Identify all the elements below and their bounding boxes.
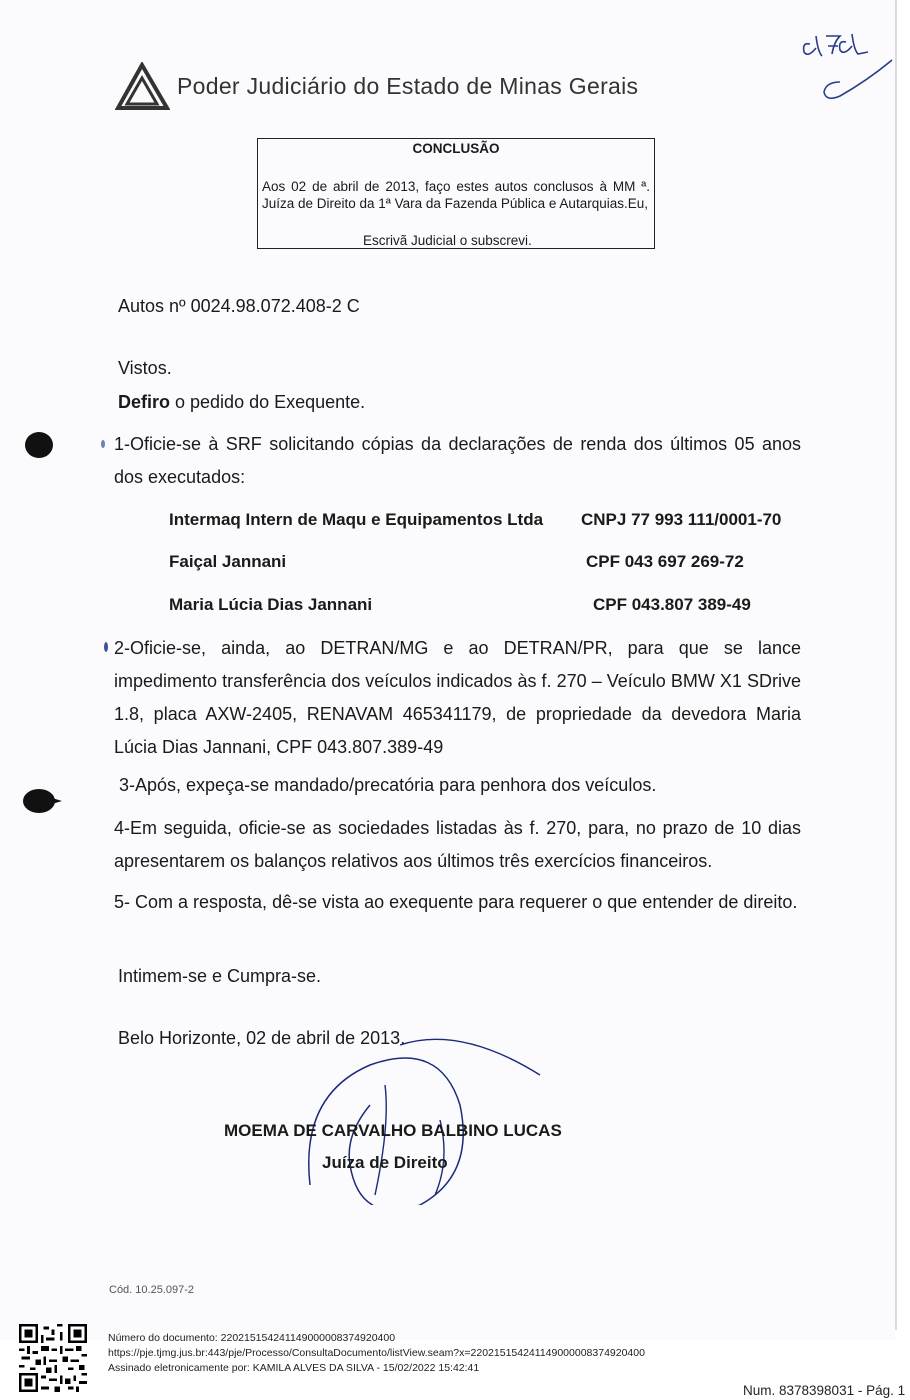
footer-signed-by: Assinado eletronicamente por: KAMILA ALVES DA SILVA - 15/02/2022 15:42:41 [108, 1362, 480, 1374]
vistos-text: Vistos. [118, 358, 172, 378]
place-date: Belo Horizonte, 02 de abril de 2013. [118, 1028, 406, 1048]
party-1-name: Intermaq Intern de Maqu e Equipamentos Ltda [169, 510, 544, 529]
party-2-doc: CPF 043 697 269-72 [586, 552, 744, 571]
qr-code-icon [19, 1324, 87, 1392]
institution-title: Poder Judiciário do Estado de Minas Gerais [177, 73, 639, 99]
pencil-tick-2 [102, 640, 110, 654]
item-5-text: 5- Com a resposta, dê-se vista ao exequente para requerer o que entender de direito. [114, 892, 798, 912]
conclusao-title: CONCLUSÃO [412, 141, 500, 156]
footer-doc-number: Número do documento: 22021515424114900000837492040​0 [108, 1332, 396, 1344]
footer-url[interactable]: https://pje.tjmg.jus.br:443/pje/Processo/ConsultaDocumento/listView.seam?x=22021515424114900000837492040​0 [108, 1347, 645, 1359]
signer-name: MOEMA DE CARVALHO BALBINO LUCAS [224, 1121, 562, 1140]
punch-hole-mark-top [22, 428, 56, 462]
item-3-text: 3-Após, expeça-se mandado/precatória para penhora dos veículos. [119, 775, 657, 795]
conclusao-sign-line: Escrivã Judicial o subscrevi. [363, 233, 532, 248]
conclusao-text: Aos 02 de abril de 2013, faço estes autos conclusos à MM ª. Juíza de Direito da 1ª Vara da Fazenda Pública e Autarquias.Eu, [262, 179, 650, 211]
page-number: Num. 8378398031 - Pág. 1 [743, 1383, 906, 1398]
party-1-doc: CNPJ 77 993 111/0001-70 [581, 510, 782, 529]
decision-line [118, 392, 365, 413]
page-edge [895, 0, 897, 1330]
form-code: Cód. 10.25.097-2 [109, 1284, 195, 1296]
case-number: Autos nº 0024.98.072.408-2 C [118, 296, 360, 316]
party-3-doc: CPF 043.807 389-49 [593, 595, 751, 614]
signer-role: Juíza de Direito [322, 1153, 448, 1172]
footer-metadata [108, 1331, 645, 1376]
conclusao-box [257, 138, 655, 249]
punch-hole-mark-bottom [18, 784, 64, 818]
pencil-tick-1 [99, 438, 107, 450]
item-2-text: 2-Oficie-se, ainda, ao DETRAN/MG e ao DETRAN/PR, para que se lance impedimento transferência dos veículos indicados às f. 270 – Veículo BMW X1 SDrive 1.8, placa AXW-2405, RENAVAM 465341179, de propriedade da devedora Maria Lúcia Dias Jannani, CPF 043.807.389-49 [114, 638, 801, 757]
item-1-text: 1-Oficie-se à SRF solicitando cópias da declarações de renda dos últimos 05 anos dos executados: [114, 434, 801, 487]
decision-keyword: Defiro [118, 392, 171, 412]
handwritten-signature [290, 1025, 550, 1205]
party-2-name: Faiçal Jannani [169, 552, 287, 571]
decision-rest: o pedido do Exequente. [170, 392, 366, 412]
handwritten-page-number [800, 22, 900, 102]
closing-text: Intimem-se e Cumpra-se. [118, 966, 322, 986]
party-3-name: Maria Lúcia Dias Jannani [169, 595, 373, 614]
item-4-text: 4-Em seguida, oficie-se as sociedades listadas às f. 270, para, no prazo de 10 dias apresentarem os balanços relativos aos últimos três exercícios financeiros. [114, 818, 801, 871]
tjmg-logo-icon [115, 62, 170, 112]
